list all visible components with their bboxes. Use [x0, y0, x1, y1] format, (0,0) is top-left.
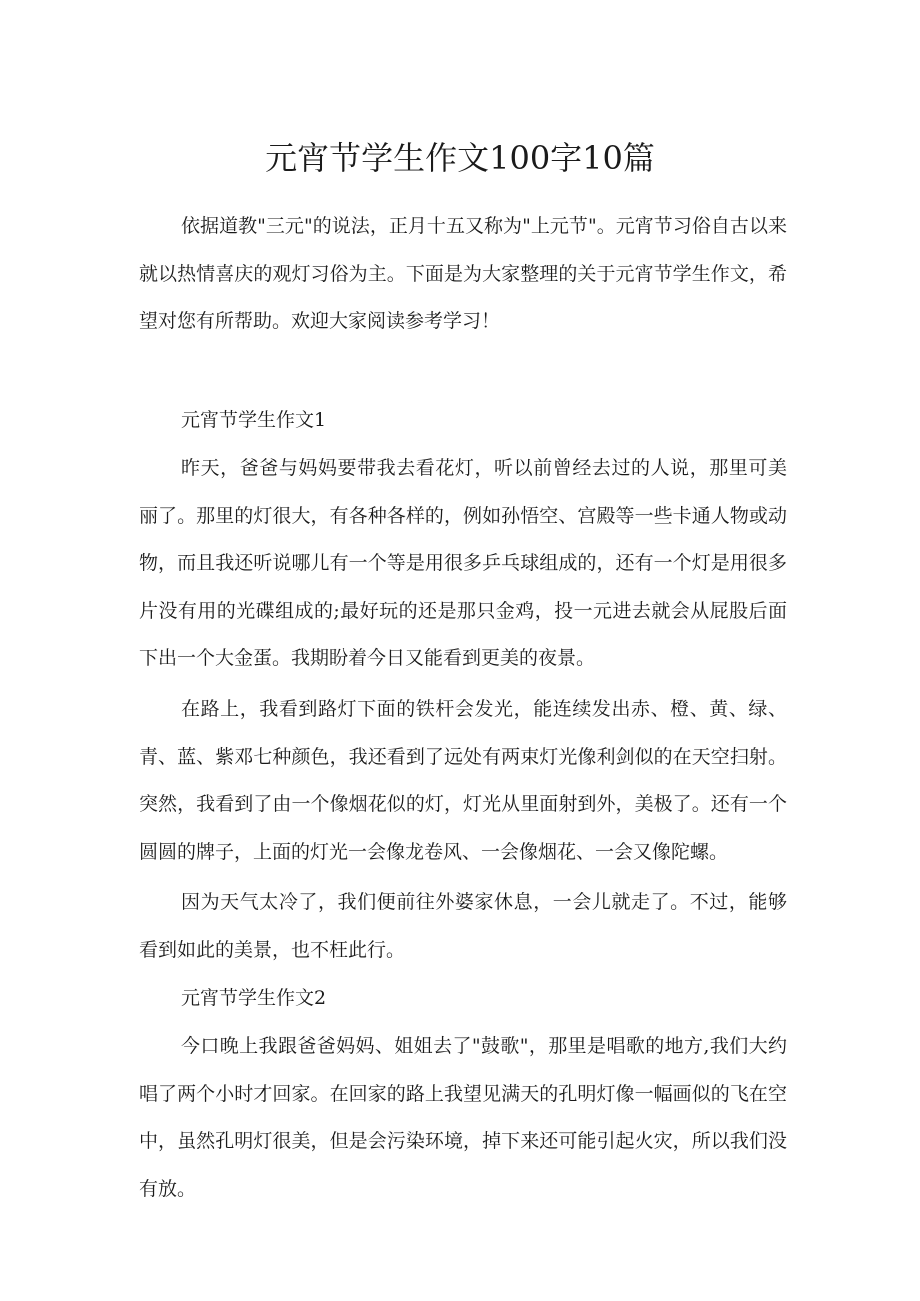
section-2-paragraph-1: 今口晚上我跟爸爸妈妈、姐姐去了"鼓歌"，那里是唱歌的地方,我们大约唱了两个小时才回家。在回家的路上我望见满天的孔明灯像一幅画似的飞在空中，虽然孔明灯很美，但是会污染环境，掉下来还可能引起火灾，所以我们没有放。 — [139, 1035, 787, 1200]
intro-paragraph: 依据道教"三元"的说法，正月十五又称为"上元节"。元宵节习俗自古以来就以热情喜庆的观灯习俗为主。下面是为大家整理的关于元宵节学生作文，希望对您有所帮助。欢迎大家阅读参考学习！ — [139, 215, 787, 332]
section-1-paragraph-2: 在路上，我看到路灯下面的铁杆会发光，能连续发出赤、橙、黄、绿、青、蓝、紫邓七种颜色，我还看到了远处有两束灯光像利剑似的在天空扫射。突然，我看到了由一个像烟花似的灯，灯光从里面射到外，美极了。还有一个圆圆的牌子，上面的灯光一会像龙卷风、一会像烟花、一会又像陀螺。 — [139, 698, 787, 863]
section-heading-1: 元宵节学生作文1 — [181, 409, 327, 431]
document-title: 元宵节学生作文100字10篇 — [265, 139, 655, 177]
section-1-paragraph-1: 昨天，爸爸与妈妈要带我去看花灯，听以前曾经去过的人说，那里可美丽了。那里的灯很大，有各种各样的，例如孙悟空、宫殿等一些卡通人物或动物，而且我还听说哪儿有一个等是用很多乒乓球组成的，还有一个灯是用很多片没有用的光碟组成的;最好玩的还是那只金鸡，投一元进去就会从屁股后面下出一个大金蛋。我期盼着今日又能看到更美的夜景。 — [139, 457, 787, 669]
section-1-paragraph-3: 因为天气太冷了，我们便前往外婆家休息，一会儿就走了。不过，能够看到如此的美景，也不枉此行。 — [139, 891, 787, 961]
section-heading-2: 元宵节学生作文2 — [181, 987, 327, 1009]
